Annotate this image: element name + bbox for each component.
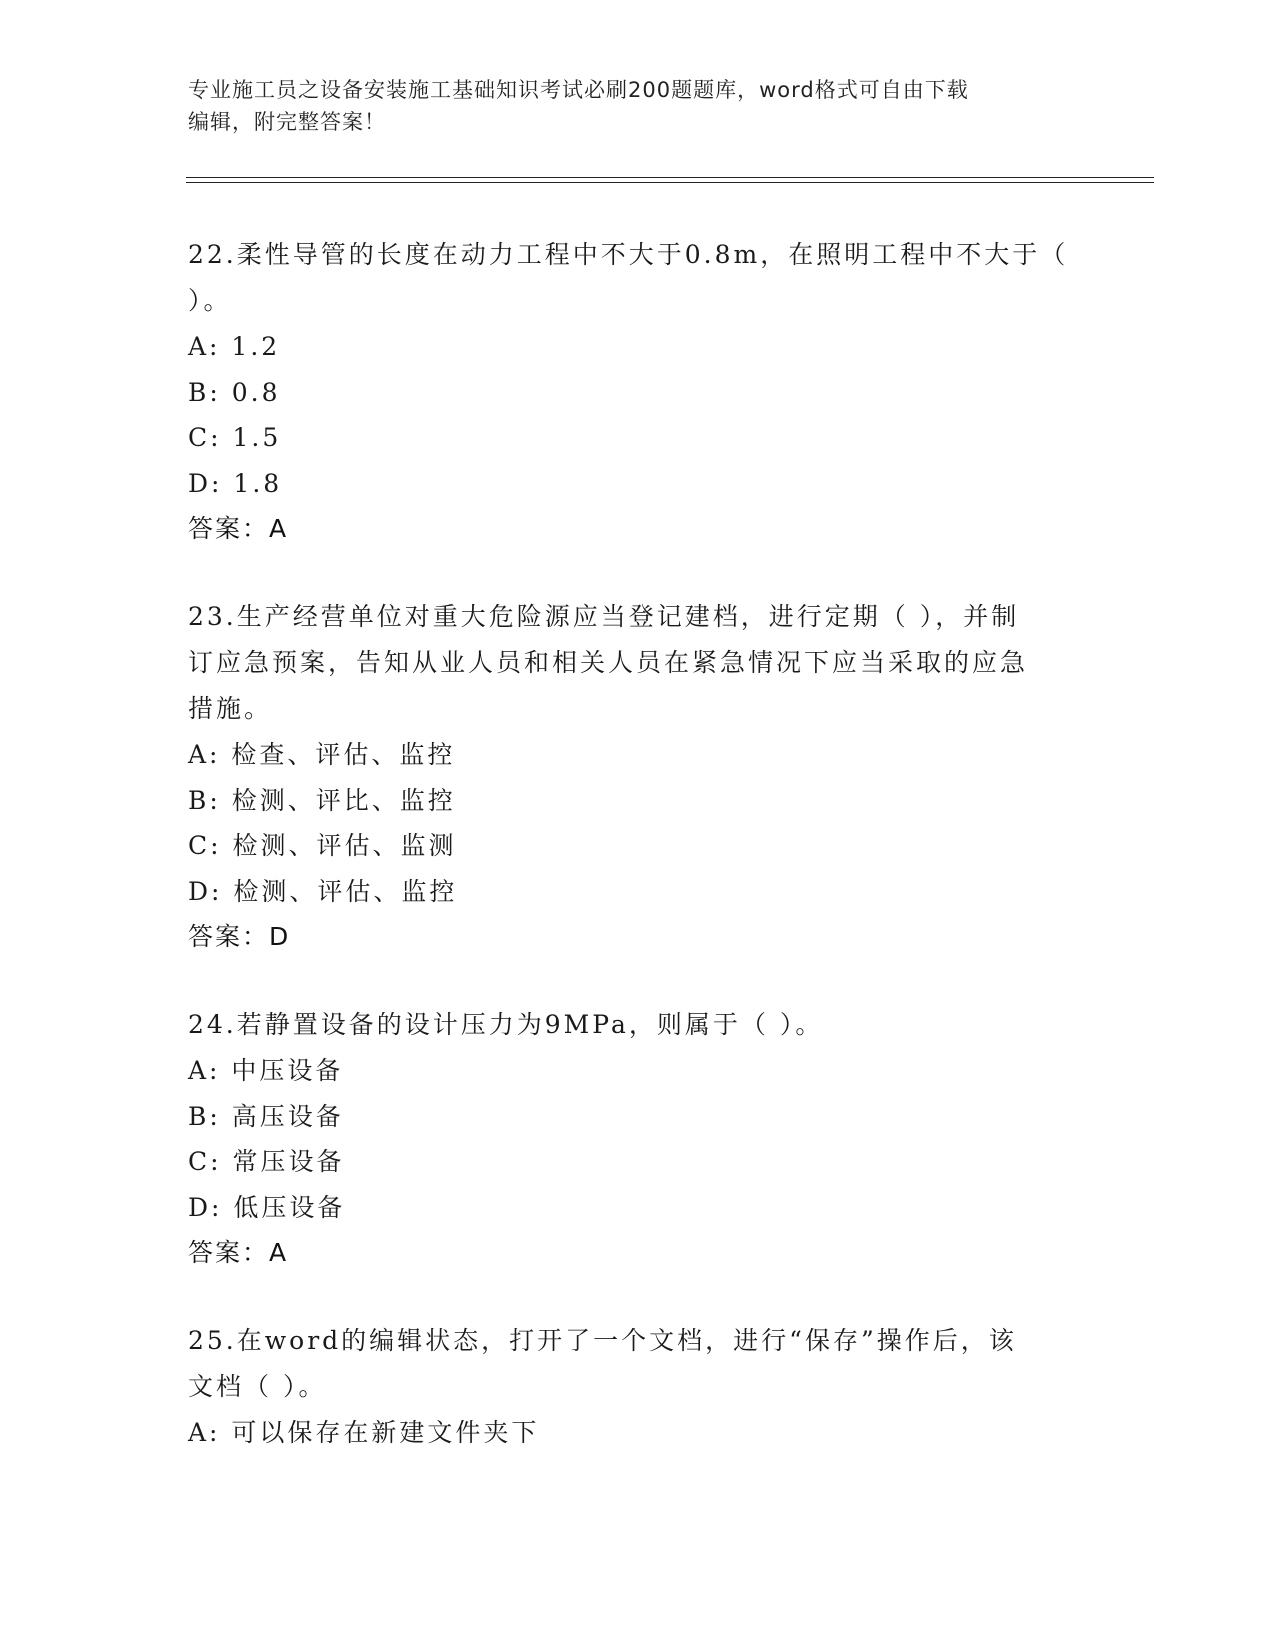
question-stem-line: 24.若静置设备的设计压力为9MPa，则属于（ ）。 xyxy=(188,1010,824,1039)
question-stem-line: 23.生产经营单位对重大危险源应当登记建档，进行定期（ ），并制 xyxy=(188,602,1020,631)
option-a: A: 1.2 xyxy=(188,332,281,361)
question-23 xyxy=(188,594,1088,960)
answer-label: 答案：D xyxy=(188,922,291,951)
answer-label: 答案：A xyxy=(188,514,289,543)
option-a: A: 中压设备 xyxy=(188,1056,344,1085)
option-d: D: 1.8 xyxy=(188,468,283,498)
option-d: D: 检测、评估、监控 xyxy=(188,876,458,906)
question-stem-line: 22.柔性导管的长度在动力工程中不大于0.8m，在照明工程中不大于（ xyxy=(188,240,1069,269)
option-b: B: 0.8 xyxy=(188,377,281,407)
question-22 xyxy=(188,232,1088,552)
option-a: A: 可以保存在新建文件夹下 xyxy=(188,1418,540,1447)
question-list xyxy=(188,232,1088,1498)
question-stem-line: 订应急预案，告知从业人员和相关人员在紧急情况下应当采取的应急 xyxy=(188,648,1029,677)
option-d: D: 低压设备 xyxy=(188,1192,346,1222)
header-divider-bottom xyxy=(186,182,1154,183)
question-stem-line: 措施。 xyxy=(188,694,273,723)
header-title-line-2: 编辑，附完整答案！ xyxy=(188,110,386,134)
option-c: C: 常压设备 xyxy=(188,1147,345,1176)
question-stem-line: 25.在word的编辑状态，打开了一个文档，进行“保存”操作后，该 xyxy=(188,1326,1017,1355)
option-b: B: 高压设备 xyxy=(188,1101,344,1131)
question-25 xyxy=(188,1318,1088,1456)
option-c: C: 1.5 xyxy=(188,423,282,452)
option-b: B: 检测、评比、监控 xyxy=(188,785,456,815)
document-header xyxy=(188,74,1088,138)
answer-label: 答案：A xyxy=(188,1238,289,1267)
question-24 xyxy=(188,1002,1088,1276)
question-stem-line: ）。 xyxy=(188,286,232,315)
option-a: A: 检查、评估、监控 xyxy=(188,740,456,769)
question-stem-line: 文档（ ）。 xyxy=(188,1372,327,1401)
option-c: C: 检测、评估、监测 xyxy=(188,831,457,860)
header-divider-top xyxy=(186,177,1154,178)
header-title-line-1: 专业施工员之设备安装施工基础知识考试必刷200题题库，word格式可自由下载 xyxy=(188,78,969,102)
